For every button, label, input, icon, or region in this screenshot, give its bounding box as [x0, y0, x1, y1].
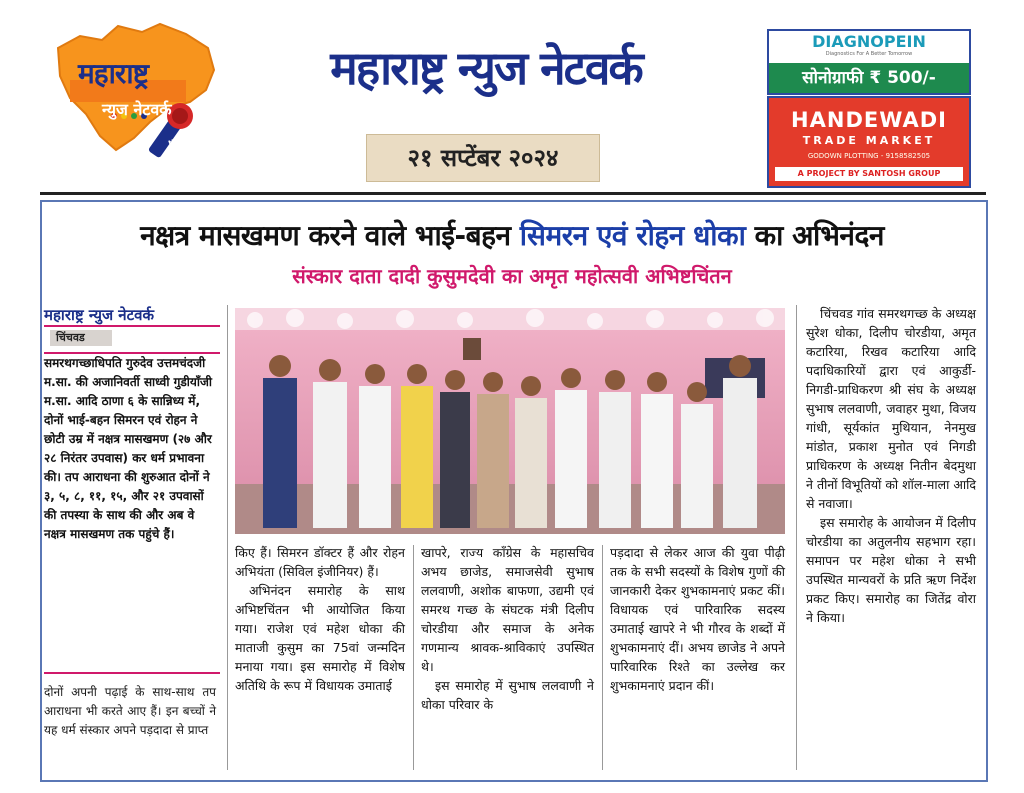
- byline: महाराष्ट्र न्युज नेटवर्क: [44, 306, 155, 324]
- brand-part-a: DIAGN: [812, 32, 871, 51]
- column-4: [806, 304, 976, 627]
- column-3: [610, 543, 785, 695]
- handewadi-ad[interactable]: [767, 96, 971, 188]
- col1-paragraph-1: किए हैं। सिमरन डॉक्टर हैं और रोहन अभियंता (सिविल इंजीनियर) हैं।: [235, 545, 405, 579]
- masthead-logo: [40, 18, 220, 168]
- column-1: [235, 543, 405, 695]
- place-tag: चिंचवड: [50, 330, 112, 346]
- diagnopein-ad[interactable]: [767, 29, 971, 95]
- headline: [40, 216, 984, 254]
- headline-part1: नक्षत्र मासखमण करने वाले भाई-बहन: [140, 219, 511, 252]
- intro-rule: [44, 672, 220, 674]
- col2-paragraph-2: इस समारोह में सुभाष ललवाणी ने धोका परिवार के: [421, 678, 594, 712]
- column-divider: [413, 545, 414, 770]
- maharashtra-map-icon: [40, 18, 220, 168]
- intro-paragraph: समरथगच्छाधिपति गुरुदेव उत्तमचंदजी म.सा. की अजानिवर्ती साध्वी गुडीयाँजी म.सा. आदि ठाणा ६ के सान्निध्य में, दोनों भाई-बहन सिमरन एवं रोहन ने छोटी उम्र में नक्षत्र मासखमण (२७ और २८ निरंतर उपवास) कर धर्म प्रभावना की। तप आराधना की शुरुआत दोनों ने ३, ५, ८, ११, १५, और २१ उपवासों की तपस्या के साथ की और अब वे नक्षत्र मासखमण तक पहुंचे हैं।: [44, 356, 212, 541]
- col1-paragraph-2: अभिनंदन समारोह के साथ अभिष्टचिंतन भी आयोजित किया गया। राजेश एवं महेश धोका की माताजी कुसुम का 75वां जन्मदिन मनाया गया। इस समारोह में विशेष अतिथि के रूप में विधायक उमाताई: [235, 583, 405, 693]
- column-divider: [602, 545, 603, 770]
- logo-text-bottom: न्युज नेटवर्क: [102, 100, 172, 119]
- masthead-title: महाराष्ट्र न्युज नेटवर्क: [330, 41, 642, 95]
- issue-date: २१ सप्टेंबर २०२४: [366, 134, 600, 182]
- logo-text-top: महाराष्ट्र: [78, 57, 148, 90]
- handewadi-line: GODOWN PLOTTING - 9158582505: [807, 152, 931, 160]
- diagnopein-offer: सोनोग्राफी ₹ 500/-: [769, 63, 969, 93]
- masthead-divider: [40, 192, 986, 195]
- col4-paragraph-1: चिंचवड गांव समरथगच्छ के अध्यक्ष सुरेश धोका, दिलीप चोरडीया, अमृत कटारिया, रिखव कटारिया आदि पदाधिकारियों द्वारा एवं आकुर्डी-निगडी-प्राधिकरण श्री संघ के अध्यक्ष सुभाष ललवाणी, जवाहर मुथा, विजय गांधी, सूर्यकांत मुथियान, नेनमुख मांडोत, प्रकाश मुनोत एवं निगडी प्राधिकरण के अध्यक्ष नितीन बेदमुथा ने तीनों विभूतियों को शॉल-माला आदि से नवाजा।: [806, 306, 976, 511]
- event-photo-illustration: [235, 308, 785, 534]
- col4-paragraph-2: इस समारोह के आयोजन में दिलीप चोरडीया का अतुलनीय सहभाग रहा। समापन पर महेश धोका ने सभी उपस्थित मान्यवरों के प्रति ऋण निर्देश प्रकट किए। समारोह का जितेंद्र वोरा ने किया।: [806, 515, 976, 625]
- subheadline: संस्कार दाता दादी कुसुमदेवी का अमृत महोत्सवी अभिष्टचिंतन: [292, 264, 732, 288]
- handewadi-sub: TRADE MARKET: [802, 134, 936, 147]
- event-photo: [235, 308, 785, 534]
- column-divider: [796, 305, 797, 770]
- byline-rule: [44, 325, 220, 327]
- col2-paragraph-1: खापरे, राज्य कॉंग्रेस के महासचिव अभय छाजेड, समाजसेवी सुभाष ललवाणी, अशोक बाफणा, उद्यमी एवं समरथ गच्छ के संघटक मंत्री दिलीप चोरडीया और समाज के अनेक गणमान्य श्रावक-श्राविकाएं उपस्थित थे।: [421, 545, 594, 674]
- diagnopein-tagline: Diagnostics For A Better Tomorrow: [825, 51, 913, 57]
- brand-part-b: PEIN: [883, 32, 926, 51]
- handewadi-project: A PROJECT BY SANTOSH GROUP: [775, 167, 963, 181]
- handewadi-name: HANDEWADI: [791, 108, 947, 132]
- headline-part3: का अभिनंदन: [754, 219, 884, 252]
- logo-mic-label: NEWS: [167, 132, 193, 148]
- left-paragraph: दोनों अपनी पढ़ाई के साथ-साथ तप आराधना भी करते आए हैं। इन बच्चों ने यह धर्म संस्कार अपने पड़दादा से प्राप्त: [44, 685, 216, 737]
- col3-paragraph-1: पड़दादा से लेकर आज की युवा पीढ़ी तक के सभी सदस्यों के विशेष गुणों की जानकारी देकर शुभकामनाएं प्रकट कीं। विधायक एवं पारिवारिक सदस्य उमाताई खापरे ने भी गौरव के शब्दों में शुभकामनाएं दीं। अभय छाजेड ने अपने पारिवारिक रिश्ते का उल्लेख कर शुभकामनाएं प्रदान कीं।: [610, 545, 785, 693]
- column-divider: [227, 305, 228, 770]
- column-2: [421, 543, 594, 714]
- brand-o: O: [870, 32, 884, 51]
- headline-part2: सिमरन एवं रोहन धोका: [519, 219, 746, 252]
